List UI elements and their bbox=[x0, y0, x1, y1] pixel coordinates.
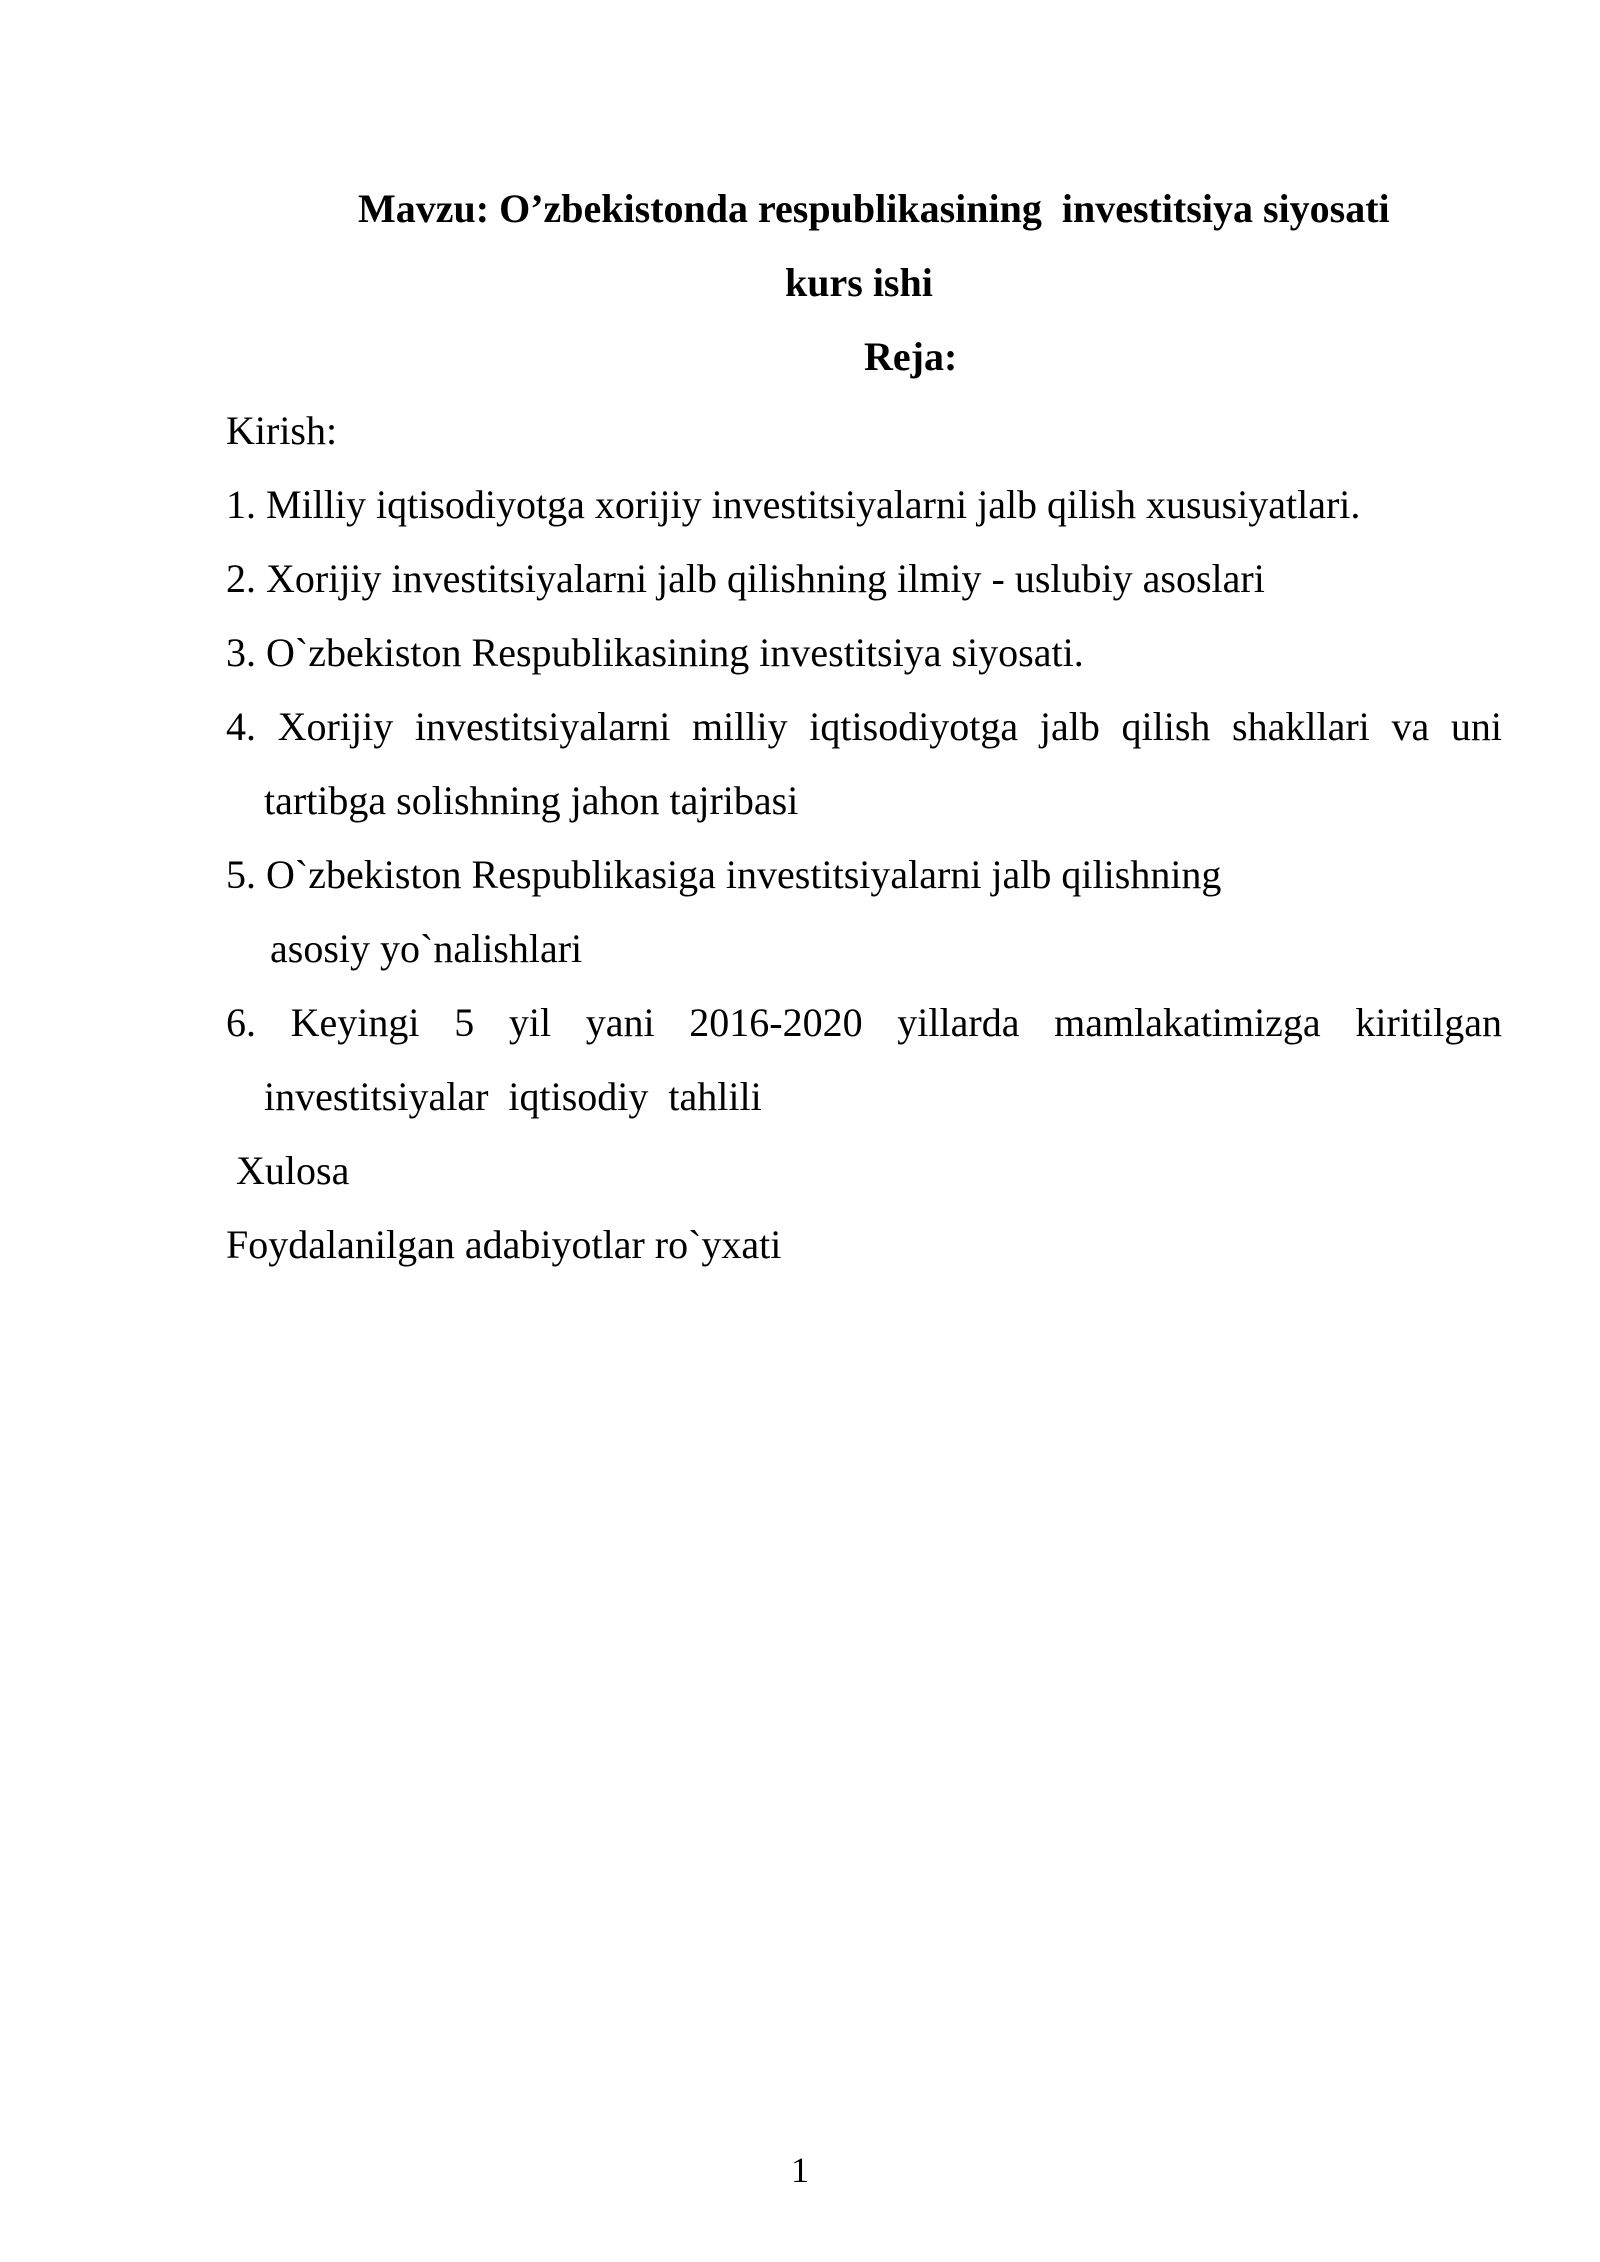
plan-item-3: 3. O`zbekiston Respublikasining investitsiya siyosati. bbox=[226, 630, 1084, 675]
plan-item-2: 2. Xorijiy investitsiyalarni jalb qilishning ilmiy - uslubiy asoslari bbox=[226, 556, 1265, 601]
plan-heading: Reja: bbox=[864, 334, 958, 379]
plan-item-6-continuation: investitsiyalar iqtisodiy tahlili bbox=[264, 1074, 762, 1119]
plan-item-1: 1. Milliy iqtisodiyotga xorijiy investitsiyalarni jalb qilish xususiyatlari. bbox=[226, 482, 1361, 527]
plan-item-6: 6. Keyingi 5 yil yani 2016-2020 yillarda mamlakatimizga kiritilgan bbox=[226, 1000, 1502, 1045]
document-title-line1: Mavzu: O’zbekistonda respublikasining investitsiya siyosati bbox=[358, 186, 1390, 231]
plan-item-5: 5. O`zbekiston Respublikasiga investitsiyalarni jalb qilishning bbox=[226, 852, 1222, 897]
plan-item-intro: Kirish: bbox=[226, 408, 338, 453]
plan-item-4-continuation: tartibga solishning jahon tajribasi bbox=[264, 778, 799, 823]
plan-item-4: 4. Xorijiy investitsiyalarni milliy iqtisodiyotga jalb qilish shakllari va uni bbox=[226, 704, 1502, 749]
plan-item-5-continuation: asosiy yo`nalishlari bbox=[270, 926, 583, 971]
plan-item-references: Foydalanilgan adabiyotlar ro`yxati bbox=[226, 1222, 782, 1267]
document-title-line2: kurs ishi bbox=[785, 260, 933, 305]
page-number: 1 bbox=[791, 2150, 809, 2190]
plan-item-conclusion: Xulosa bbox=[236, 1148, 350, 1193]
